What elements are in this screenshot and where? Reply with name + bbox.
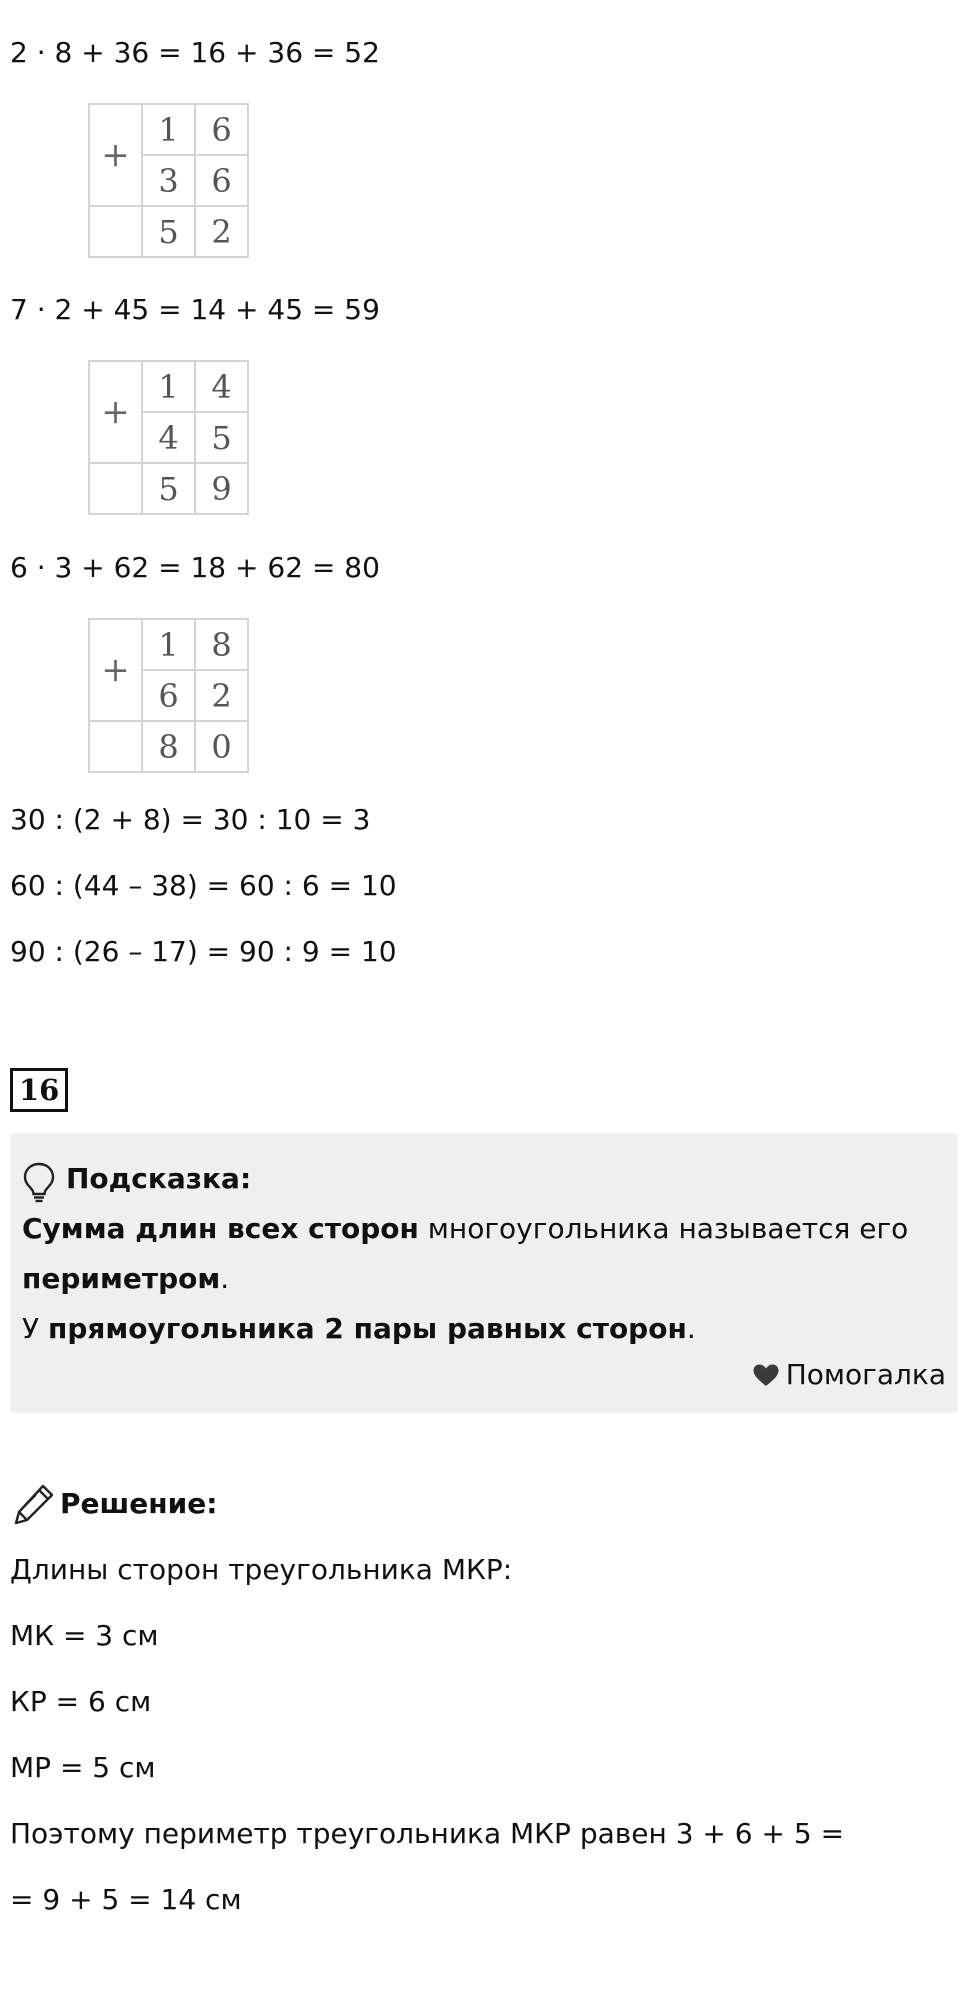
empty-cell bbox=[89, 206, 142, 257]
division-line: 30 : (2 + 8) = 30 : 10 = 3 bbox=[10, 803, 371, 836]
hint-text: У bbox=[22, 1312, 48, 1345]
equation-line: 2 · 8 + 36 = 16 + 36 = 52 bbox=[10, 36, 380, 69]
digit-cell: 4 bbox=[142, 412, 195, 463]
pomogalka-label: Помогалка bbox=[785, 1358, 946, 1391]
digit-cell: 1 bbox=[142, 619, 195, 670]
digit-cell: 1 bbox=[142, 104, 195, 155]
hint-box bbox=[10, 1133, 958, 1413]
solution-line: МК = 3 см bbox=[10, 1619, 159, 1652]
digit-cell: 6 bbox=[195, 104, 248, 155]
result-digit-cell: 5 bbox=[142, 463, 195, 514]
result-digit-cell: 8 bbox=[142, 721, 195, 772]
result-digit-cell: 2 bbox=[195, 206, 248, 257]
column-addition-table bbox=[88, 618, 249, 773]
empty-cell bbox=[89, 463, 142, 514]
hint-bold-text: Сумма длин всех сторон bbox=[22, 1212, 419, 1245]
heart-icon bbox=[752, 1363, 780, 1387]
column-addition-table bbox=[88, 360, 249, 515]
hint-paragraph bbox=[22, 1209, 908, 1249]
column-addition-table bbox=[88, 103, 249, 258]
pomogalka-link[interactable] bbox=[752, 1355, 946, 1395]
division-line: 60 : (44 – 38) = 60 : 6 = 10 bbox=[10, 869, 397, 902]
equation-line: 6 · 3 + 62 = 18 + 62 = 80 bbox=[10, 551, 380, 584]
pencil-icon bbox=[12, 1482, 56, 1526]
digit-cell: 4 bbox=[195, 361, 248, 412]
digit-cell: 8 bbox=[195, 619, 248, 670]
empty-cell bbox=[89, 721, 142, 772]
solution-line: КР = 6 см bbox=[10, 1685, 152, 1718]
solution-line: = 9 + 5 = 14 см bbox=[10, 1883, 242, 1916]
digit-cell: 1 bbox=[142, 361, 195, 412]
plus-sign: + bbox=[89, 361, 142, 463]
hint-text: . bbox=[686, 1312, 696, 1345]
hint-bold-text: периметром bbox=[22, 1262, 221, 1295]
hint-paragraph bbox=[22, 1259, 229, 1299]
hint-text: многоугольника называется его bbox=[418, 1212, 909, 1245]
hint-paragraph bbox=[22, 1309, 696, 1349]
hint-bold-text: прямоугольника 2 пары равных сторон bbox=[47, 1312, 687, 1345]
solution-line: Длины сторон треугольника МКР: bbox=[10, 1553, 513, 1586]
result-digit-cell: 5 bbox=[142, 206, 195, 257]
solution-title: Решение: bbox=[60, 1487, 218, 1520]
digit-cell: 5 bbox=[195, 412, 248, 463]
plus-sign: + bbox=[89, 104, 142, 206]
result-digit-cell: 9 bbox=[195, 463, 248, 514]
digit-cell: 6 bbox=[195, 155, 248, 206]
task-number-badge: 16 bbox=[10, 1068, 68, 1112]
digit-cell: 6 bbox=[142, 670, 195, 721]
hint-text: . bbox=[220, 1262, 230, 1295]
equation-line: 7 · 2 + 45 = 14 + 45 = 59 bbox=[10, 293, 380, 326]
lightbulb-icon bbox=[22, 1161, 56, 1203]
solution-line: МР = 5 см bbox=[10, 1751, 156, 1784]
digit-cell: 3 bbox=[142, 155, 195, 206]
division-line: 90 : (26 – 17) = 90 : 9 = 10 bbox=[10, 935, 397, 968]
digit-cell: 2 bbox=[195, 670, 248, 721]
result-digit-cell: 0 bbox=[195, 721, 248, 772]
hint-title: Подсказка: bbox=[66, 1162, 252, 1195]
plus-sign: + bbox=[89, 619, 142, 721]
solution-line: Поэтому периметр треугольника МКР равен 3 + 6 + 5 = bbox=[10, 1817, 845, 1850]
